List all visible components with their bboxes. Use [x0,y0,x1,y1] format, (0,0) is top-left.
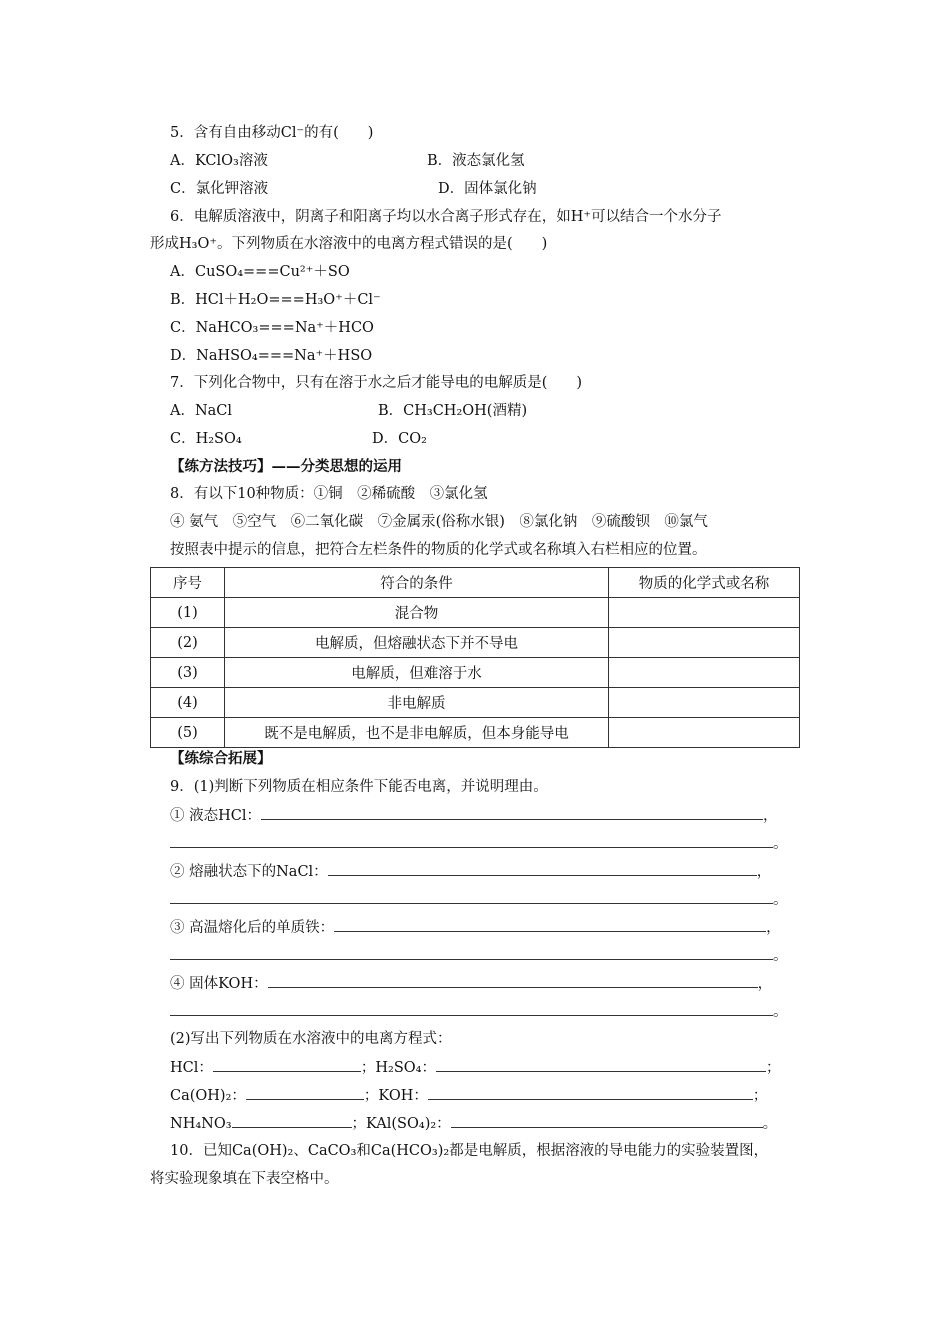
answer-cell[interactable] [609,628,800,658]
table-row [151,718,800,748]
answer-blank[interactable] [334,917,766,932]
q7-option-c: C．H₂SO₄ [170,431,242,447]
answer-blank[interactable] [428,1085,753,1100]
q9-item1: ① 液态HCl： ， [170,805,778,826]
q9-part2-stem: (2)写出下列物质在水溶液中的电离方程式： [170,1031,452,1047]
q6-option-d: D．NaHSO₄===Na⁺＋HSO [170,348,373,364]
answer-blank[interactable] [170,1001,773,1016]
answer-blank[interactable] [328,861,757,876]
q8-substance-list: ④ 氨气 ⑤空气 ⑥二氧化碳 ⑦金属汞(俗称水银) ⑧氯化钠 ⑨硫酸钡 ⑩氯气 [170,514,708,530]
q9-eq-row2: Ca(OH)₂： ；KOH： ； [170,1085,767,1106]
q10-line2: 将实验现象填在下表空格中。 [150,1171,339,1187]
q9-item4: ④ 固体KOH： ， [170,973,772,994]
section-method-heading: 【练方法技巧】——分类思想的运用 [170,458,402,475]
q5-option-d: D．固体氯化钠 [438,181,537,197]
q9-part1-stem: 9．(1)判断下列物质在相应条件下能否电离，并说明理由。 [170,779,548,795]
row-number: (1) [151,598,225,628]
answer-blank[interactable] [261,805,763,820]
q10-line1: 10．已知Ca(OH)₂、CaCO₃和Ca(HCO₃)₂都是电解质，根据溶液的导电能力的实验装置图， [170,1143,769,1159]
row-number: (3) [151,658,225,688]
answer-blank[interactable] [232,1113,352,1128]
q7-option-a: A．NaCl [170,403,233,419]
q9-eq-row3: NH₄NO₃ ；KAl(SO₄)₂： 。 [170,1113,777,1134]
q6-option-c: C．NaHCO₃===Na⁺＋HCO [170,320,374,336]
q9-item3: ③ 高温熔化后的单质铁： ， [170,917,781,938]
header-answer: 物质的化学式或名称 [609,568,800,598]
q9-eq-row1: HCl： ；H₂SO₄： ； [170,1057,780,1078]
q9-item4-line2: 。 [170,1001,788,1022]
answer-cell[interactable] [609,598,800,628]
answer-cell[interactable] [609,688,800,718]
row-number: (4) [151,688,225,718]
answer-blank[interactable] [213,1057,361,1072]
table-row [151,658,800,688]
q5-option-c: C．氯化钾溶液 [170,181,269,197]
q9-item2: ② 熔融状态下的NaCl： ， [170,861,771,882]
row-number: (2) [151,628,225,658]
q8-instruction: 按照表中提示的信息，把符合左栏条件的物质的化学式或名称填入右栏相应的位置。 [170,542,707,558]
q7-stem: 7．下列化合物中，只有在溶于水之后才能导电的电解质是( ) [170,375,583,391]
answer-blank[interactable] [451,1113,763,1128]
answer-blank[interactable] [170,945,773,960]
q9-item2-line2: 。 [170,889,788,910]
section-extension-heading: 【练综合拓展】 [170,750,272,767]
q6-option-b: B．HCl＋H₂O===H₃O⁺＋Cl⁻ [170,292,381,308]
table-row [151,598,800,628]
row-condition: 电解质，但难溶于水 [225,658,609,688]
answer-blank[interactable] [170,833,773,848]
answer-blank[interactable] [436,1057,766,1072]
row-condition: 混合物 [225,598,609,628]
table-row [151,688,800,718]
table-header-row [151,568,800,598]
q5-option-b: B．液态氯化氢 [427,153,525,169]
q9-item3-line2: 。 [170,945,788,966]
q5-stem: 5．含有自由移动Cl⁻的有( ) [170,125,374,141]
q9-item3-label: ③ 高温熔化后的单质铁： [170,920,335,936]
header-number: 序号 [151,568,225,598]
answer-blank[interactable] [268,973,758,988]
header-condition: 符合的条件 [225,568,609,598]
answer-blank[interactable] [170,889,773,904]
row-condition: 电解质，但熔融状态下并不导电 [225,628,609,658]
q6-stem-line2: 形成H₃O⁺。下列物质在水溶液中的电离方程式错误的是( ) [150,236,548,252]
q6-option-a: A．CuSO₄===Cu²⁺＋SO [170,264,350,280]
q7-option-d: D．CO₂ [372,431,427,447]
q5-option-a: A．KClO₃溶液 [170,153,268,169]
row-condition: 非电解质 [225,688,609,718]
q9-item1-label: ① 液态HCl： [170,808,261,824]
row-condition: 既不是电解质，也不是非电解质，但本身能导电 [225,718,609,748]
q9-item1-line2: 。 [170,833,788,854]
answer-cell[interactable] [609,658,800,688]
answer-cell[interactable] [609,718,800,748]
q9-item4-label: ④ 固体KOH： [170,976,268,992]
answer-blank[interactable] [246,1085,364,1100]
q9-item2-label: ② 熔融状态下的NaCl： [170,864,328,880]
q8-stem: 8．有以下10种物质：①铜 ②稀硫酸 ③氯化氢 [170,486,488,502]
q7-option-b: B．CH₃CH₂OH(酒精) [378,403,528,419]
q8-answer-table [150,567,800,748]
table-row [151,628,800,658]
q6-stem-line1: 6．电解质溶液中，阴离子和阳离子均以水合离子形式存在，如H⁺可以结合一个水分子 [170,209,722,225]
row-number: (5) [151,718,225,748]
